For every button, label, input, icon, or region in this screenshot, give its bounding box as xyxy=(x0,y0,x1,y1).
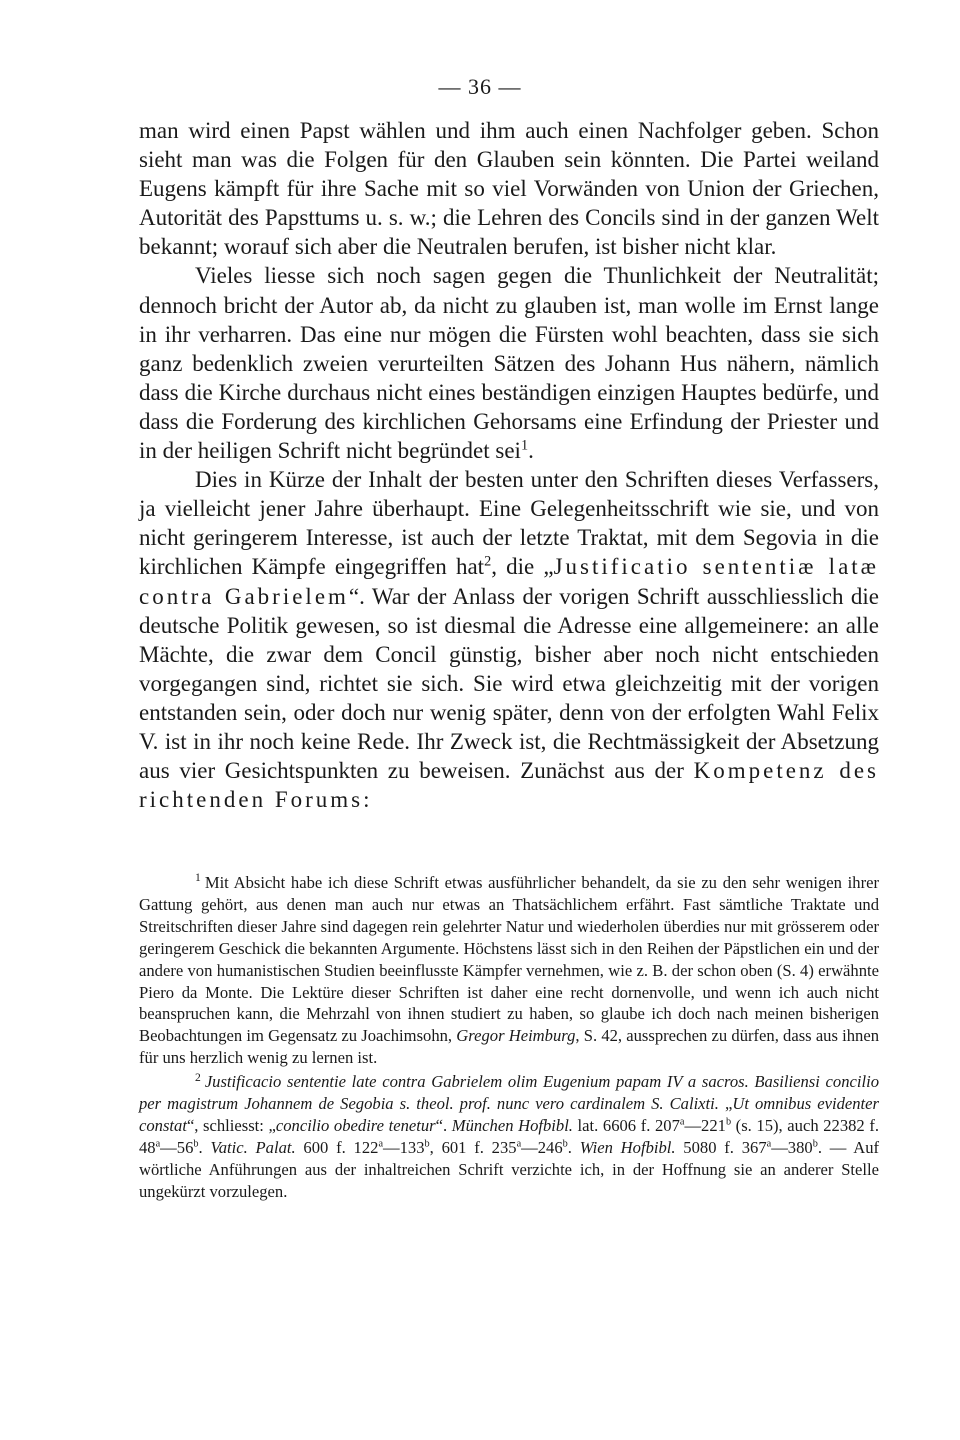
footnote-reference: b xyxy=(424,1138,430,1150)
text-run: —56 xyxy=(160,1137,194,1157)
footnotes xyxy=(139,872,879,1203)
footnote-2 xyxy=(139,1071,879,1202)
main-text xyxy=(139,116,879,814)
footnote-reference: b xyxy=(562,1138,568,1150)
text-run: . xyxy=(198,1137,211,1157)
text-run: , 601 f. 235 xyxy=(429,1137,517,1157)
text-run: —221 xyxy=(684,1115,726,1135)
footnote-mark: 1 xyxy=(195,871,201,885)
footnote-reference: a xyxy=(766,1138,772,1150)
text-run: “, schliesst: „ xyxy=(186,1115,276,1135)
footnote-reference: b xyxy=(725,1116,732,1128)
footnote-reference: b xyxy=(193,1138,199,1150)
text-run: man wird einen Papst wählen und ihm auch einen Nachfolger geben. Schon sieht man was die Folgen für den Glauben sein könnten. Die Partei weiland Eugens kämpft für ihre Sache mit so viel Vorwänden von Union der Griechen, Autorität des Papsttums u. s. w.; die Lehren des Concils sind in der ganzen Welt bekannt; worauf sich aber die Neutralen berufen, ist bisher nicht klar. xyxy=(139,118,879,260)
body-paragraph xyxy=(139,465,879,814)
text-run: , die „ xyxy=(491,554,554,580)
spaced-emphasis-text: Kompetenz des richtenden Forums xyxy=(139,758,879,813)
text-run: . — Auf wörtliche Anführungen aus der inhaltreichen Schrift verzichte ich, in der Hoffnung sie an anderer Stelle ungekürzt vorzulegen. xyxy=(139,1137,880,1201)
footnote-reference: b xyxy=(812,1138,818,1150)
italic-text: Gregor Heimburg xyxy=(456,1026,576,1046)
text-run: . xyxy=(528,438,534,464)
italic-text: concilio obedire tenetur xyxy=(275,1115,436,1135)
footnote-reference: 1 xyxy=(520,437,529,454)
text-run: “. xyxy=(435,1115,452,1135)
footnote-reference: a xyxy=(516,1138,522,1150)
italic-text: Wien Hofbibl. xyxy=(579,1137,676,1157)
text-run: : xyxy=(363,787,370,813)
text-run: —246 xyxy=(521,1137,563,1157)
text-run: Dies in Kürze der Inhalt der besten unter den Schriften dieses Verfassers, ja vielleicht jener Jahre überhaupt. Eine Gelegenheitsschrift wie sie, und von nicht geringerem Interesse, ist auch der letzte Traktat, mit dem Segovia in die kirchlichen Kämpfe eingegriffen hat xyxy=(139,467,879,580)
footnote-1 xyxy=(139,872,879,1069)
text-run: „ xyxy=(718,1094,733,1114)
text-run: lat. 6606 f. 207 xyxy=(572,1115,680,1135)
text-run: —133 xyxy=(383,1137,425,1157)
footnote-reference: 2 xyxy=(484,553,492,570)
footnote-mark: 2 xyxy=(195,1070,201,1084)
page-number: — 36 — xyxy=(438,74,522,99)
text-run: 5080 f. 367 xyxy=(675,1137,767,1157)
text-run: —380 xyxy=(771,1137,813,1157)
italic-text: Ut omnibus evidenter constat xyxy=(139,1094,879,1135)
italic-text: Justificacio sententie late contra Gabrielem olim Eugenium papam IV a sacros. Basiliensi concilio per magistrum Johannem de Segobia s. theol. prof. nunc vero cardinalem S. Calixti. xyxy=(139,1072,879,1114)
text-run: Mit Absicht habe ich diese Schrift etwas ausführlicher behandelt, da sie zu den sehr wenigen ihrer Gattung gehört, aus denen man auch nur etwas an Thatsächlichem erfährt. Fast sämtliche Traktate und Streitschriften dieser Jahre sind dagegen rein gelehrter Natur und wiederholen überdies nur mit grösserem oder geringerem Geschick die bekannten Argumente. Höchstens lässt sich in den Reihen der Päpstlichen ein und der andere von humanistischen Studien beeinflusste Kämpfer vernehmen, wie z. B. der schon oben (S. 4) erwähnte Piero da Monte. Die Lektüre dieser Schriften ist daher eine recht dornenvolle, und wenn ich auch nicht beanspruchen kann, die Mehrzahl von ihnen studiert zu haben, so glaube ich doch nach meinen bisherigen Beobachtungen im Gegensatz zu Joachimsohn, xyxy=(139,873,879,1046)
body-paragraph xyxy=(139,261,879,465)
text-run: . xyxy=(567,1137,580,1157)
italic-text: München Hofbibl. xyxy=(451,1115,573,1135)
text-run: “. War der Anlass der vorigen Schrift ausschliesslich die deutsche Politik gewesen, so ist diesmal die Adresse eine allgemeinere: an alle Mächte, die zwar dem Concil günstig, bisher aber noch nicht entschieden vorgegangen sind, richtet sie sich. Sie wird etwa gleichzeitig mit der vorigen entstanden sein, oder doch nur wenig später, denn von der erfolgten Wahl Felix V. ist in ihr noch keine Rede. Ihr Zweck ist, die Rechtmässigkeit der Absetzung aus vier Gesichtspunkten zu beweisen. Zunächst aus der xyxy=(139,583,879,784)
text-run: (s. 15), auch 22382 f. 48 xyxy=(139,1115,879,1157)
footnote-reference: a xyxy=(155,1138,161,1150)
footnote-reference: a xyxy=(679,1116,685,1128)
footnote-reference: a xyxy=(378,1138,384,1150)
body-paragraph xyxy=(139,116,879,261)
italic-text: Vatic. Palat. xyxy=(210,1137,296,1157)
text-run: , S. 42, aussprechen zu dürfen, dass aus ihnen für uns herzlich wenig zu lernen ist. xyxy=(139,1026,879,1068)
text-run: Vieles liesse sich noch sagen gegen die Thunlichkeit der Neutralität; dennoch bricht der Autor ab, da nicht zu glauben ist, man wolle im Ernst lange in ihr verharren. Das eine nur mögen die Fürsten wohl beachten, dass sie sich ganz bedenklich zweien verurteilten Sätzen des Johann Hus nähern, nämlich dass die Kirche durchaus nicht eines beständigen einzigen Hauptes bedürfe, und dass die Forderung des kirchlichen Gehorsams eine Erfindung der Priester und in der heiligen Schrift nicht begründet sei xyxy=(139,263,879,464)
spaced-emphasis-text: Justificatio sententiæ latæ contra Gabrielem xyxy=(139,554,880,609)
text-run: 600 f. 122 xyxy=(295,1137,379,1157)
